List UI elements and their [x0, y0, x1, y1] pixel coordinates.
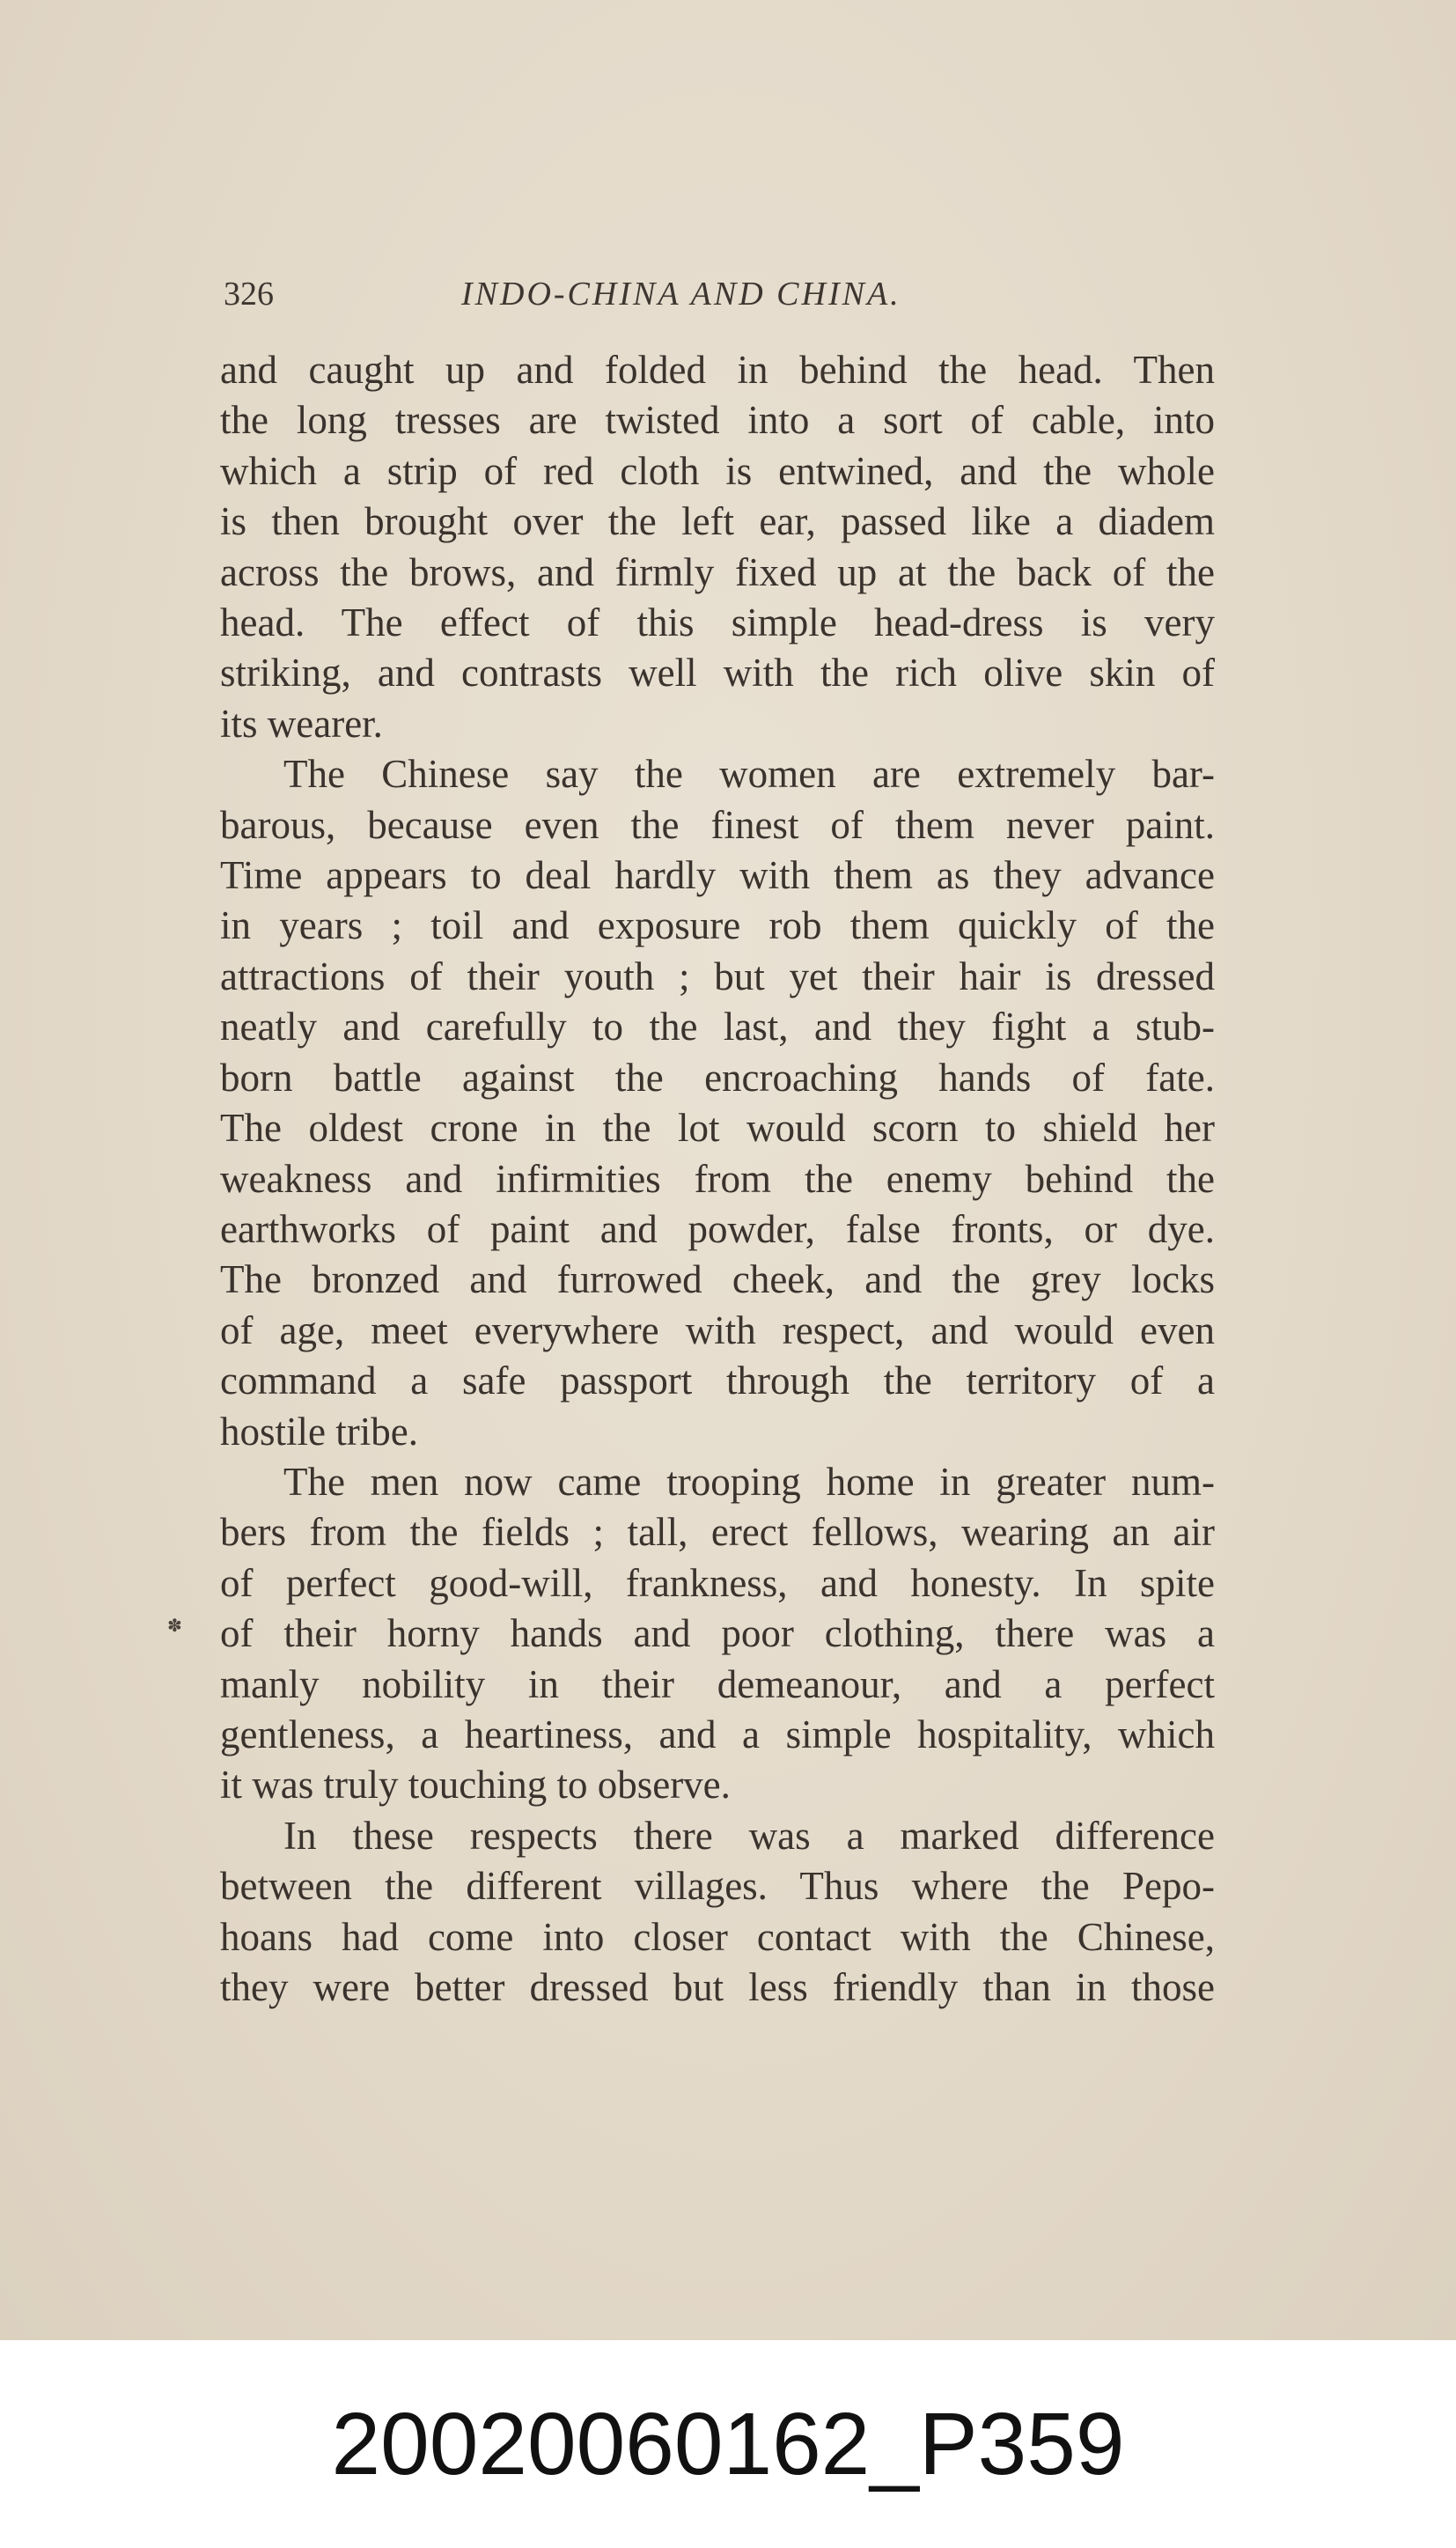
running-head: [224, 269, 1215, 319]
text-line: The bronzed and furrowed cheek, and the grey locks: [220, 1257, 1215, 1302]
text-line: is then brought over the left ear, passed like a diadem: [220, 499, 1215, 544]
text-line: it was truly touching to observe.: [220, 1763, 731, 1808]
text-line: in years ; toil and exposure rob them quickly of the: [220, 903, 1215, 948]
text-line: hostile tribe.: [220, 1409, 418, 1454]
paragraph: [220, 1811, 1215, 2014]
text-line: of age, meet everywhere with respect, and would even: [220, 1307, 1215, 1352]
text-line: which a strip of red cloth is entwined, and the whole: [220, 448, 1215, 493]
text-line: the long tresses are twisted into a sort of cable, into: [220, 398, 1215, 443]
text-line: its wearer.: [220, 701, 383, 746]
text-line: earthworks of paint and powder, false fronts, or dye.: [220, 1206, 1215, 1251]
running-title: INDO-CHINA AND CHINA.: [461, 276, 901, 313]
text-line: gentleness, a heartiness, and a simple hospitality, which: [220, 1712, 1215, 1756]
text-line: of perfect good-will, frankness, and honesty. In spite: [220, 1560, 1215, 1605]
text-line: of their horny hands and poor clothing, there was a: [220, 1611, 1215, 1656]
text-line: across the brows, and firmly fixed up at the back of the: [220, 549, 1215, 594]
text-line: The Chinese say the women are extremely bar-: [283, 752, 1215, 797]
text-line: attractions of their youth ; but yet their hair is dressed: [220, 954, 1215, 998]
text-line: they were better dressed but less friendly than in those: [220, 1965, 1215, 2009]
text-line: hoans had come into closer contact with the Chinese,: [220, 1914, 1215, 1959]
text-line: barous, because even the finest of them never paint.: [220, 802, 1215, 847]
text-line: Time appears to deal hardly with them as they advance: [220, 853, 1215, 898]
footer: [0, 2340, 1456, 2548]
page-identifier: 20020060162_P359: [331, 2395, 1125, 2493]
text-line: striking, and contrasts well with the rich olive skin of: [220, 651, 1215, 696]
text-line: born battle against the encroaching hands of fate.: [220, 1055, 1215, 1100]
ink-speck: ✽: [167, 1616, 182, 1636]
text-line: and caught up and folded in behind the head. Then: [220, 348, 1215, 392]
paragraph: [220, 345, 1215, 749]
paragraph: [220, 1457, 1215, 1811]
text-line: The men now came trooping home in greater num-: [283, 1459, 1215, 1504]
text-line: between the different villages. Thus where the Pepo-: [220, 1864, 1215, 1909]
text-line: bers from the fields ; tall, erect fellows, wearing an air: [220, 1510, 1215, 1555]
text-line: In these respects there was a marked difference: [283, 1813, 1215, 1858]
text-line: The oldest crone in the lot would scorn to shield her: [220, 1106, 1215, 1151]
text-line: head. The effect of this simple head-dress is very: [220, 600, 1215, 645]
body-text: [220, 345, 1215, 2013]
text-line: command a safe passport through the territory of a: [220, 1359, 1215, 1403]
text-line: weakness and infirmities from the enemy behind the: [220, 1156, 1215, 1201]
page-number: 326: [224, 276, 274, 313]
text-line: neatly and carefully to the last, and they fight a stub-: [220, 1005, 1215, 1049]
text-line: manly nobility in their demeanour, and a perfect: [220, 1661, 1215, 1706]
paragraph: [220, 749, 1215, 1457]
